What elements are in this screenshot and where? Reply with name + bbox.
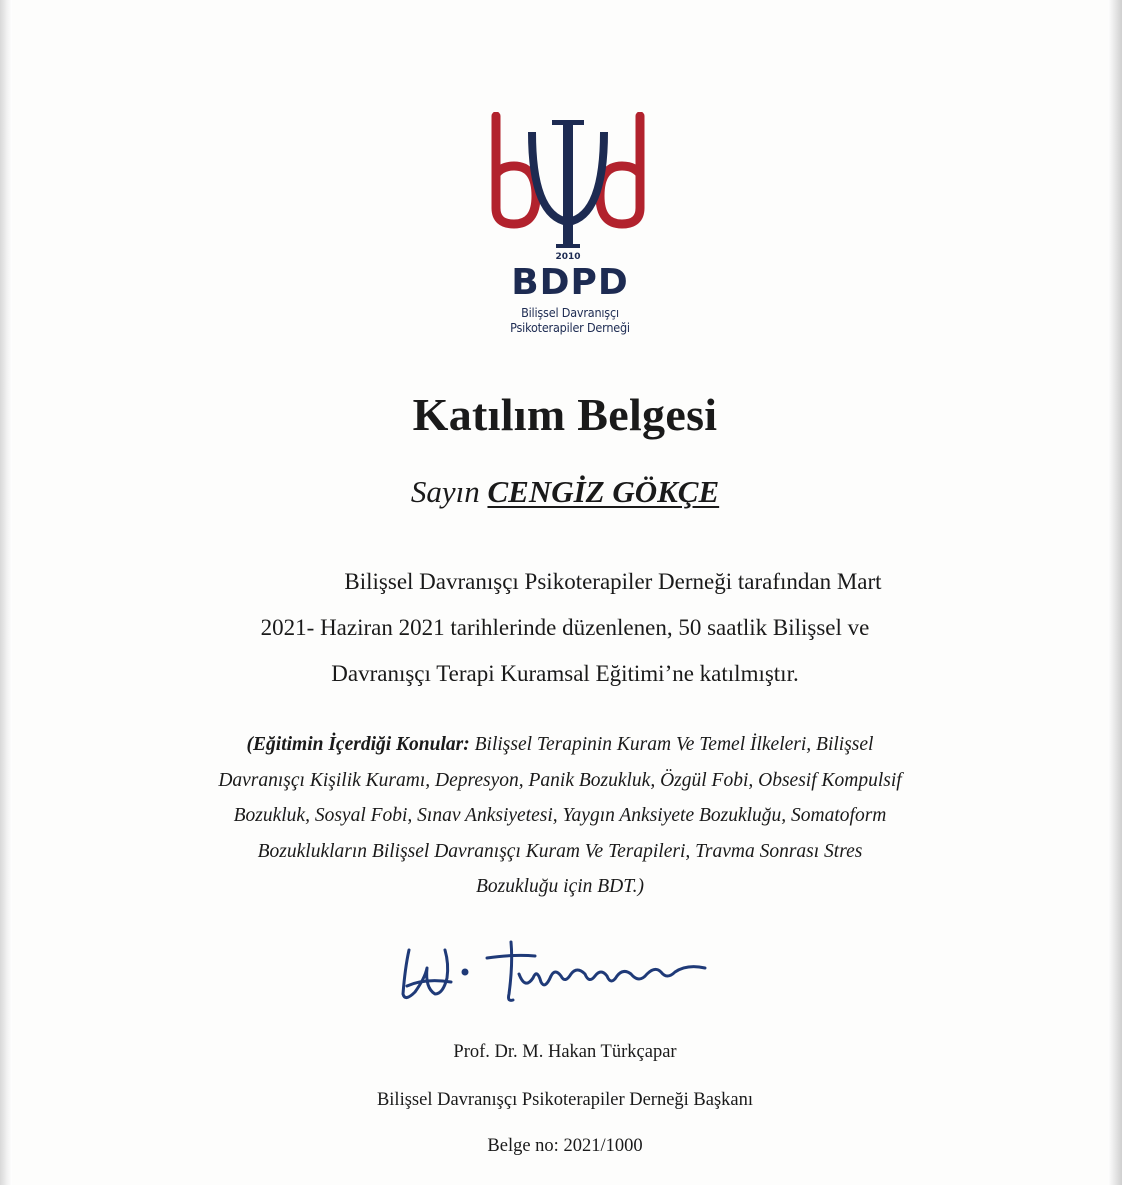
- logo-org-line-1: Bilişsel Davranışçı: [521, 305, 619, 320]
- topics-line-5: Bozukluğu için BDT.): [475, 876, 645, 897]
- logo-year: 2010: [555, 252, 581, 262]
- recipient-name: CENGİZ GÖKÇE: [487, 474, 720, 509]
- body-line-1: Bilişsel Davranışçı Psikoterapiler Derneği tarafından Mart: [344, 569, 882, 594]
- recipient-line: [0, 474, 1122, 510]
- page-shadow-right: [1108, 0, 1122, 1185]
- association-logo: [480, 112, 660, 344]
- topics-line-3: Bozukluk, Sosyal Fobi, Sınav Anksiyetesi, Yaygın Anksiyete Bozukluğu, Somatoform: [233, 805, 887, 826]
- signature-graphic: [395, 928, 715, 1008]
- topics-line-4: Bozuklukların Bilişsel Davranışçı Kuram Ve Terapileri, Travma Sonrası Stres: [257, 840, 863, 862]
- certificate-body: [180, 559, 950, 697]
- psi-monogram-icon: [480, 112, 660, 262]
- handwritten-signature: [395, 928, 715, 1008]
- training-topics: [160, 727, 960, 905]
- topics-label: (Eğitimin İçerdiği Konular:: [246, 734, 470, 755]
- topics-line-2: Davranışçı Kişilik Kuramı, Depresyon, Panik Bozukluk, Özgül Fobi, Obsesif Kompulsif: [218, 769, 902, 791]
- salutation: Sayın: [410, 474, 480, 509]
- certificate-title: Katılım Belgesi: [412, 389, 718, 440]
- signatory-name: Prof. Dr. M. Hakan Türkçapar: [453, 1042, 677, 1062]
- body-line-3: Davranışçı Terapi Kuramsal Eğitimi’ne katılmıştır.: [331, 661, 799, 686]
- topics-text-1: Bilişsel Terapinin Kuram Ve Temel İlkeleri, Bilişsel: [474, 734, 874, 755]
- signatory-title: Bilişsel Davranışçı Psikoterapiler Derneği Başkanı: [376, 1090, 754, 1110]
- logo-acronym: BDPD: [511, 262, 629, 303]
- logo-org-line-2: Psikoterapiler Derneği: [510, 320, 630, 335]
- topics-line-1: [160, 727, 960, 763]
- document-number: Belge no: 2021/1000: [487, 1136, 643, 1156]
- page-shadow-left: [0, 0, 12, 1185]
- body-line-2: 2021- Haziran 2021 tarihlerinde düzenlenen, 50 saatlik Bilişsel ve: [260, 615, 870, 640]
